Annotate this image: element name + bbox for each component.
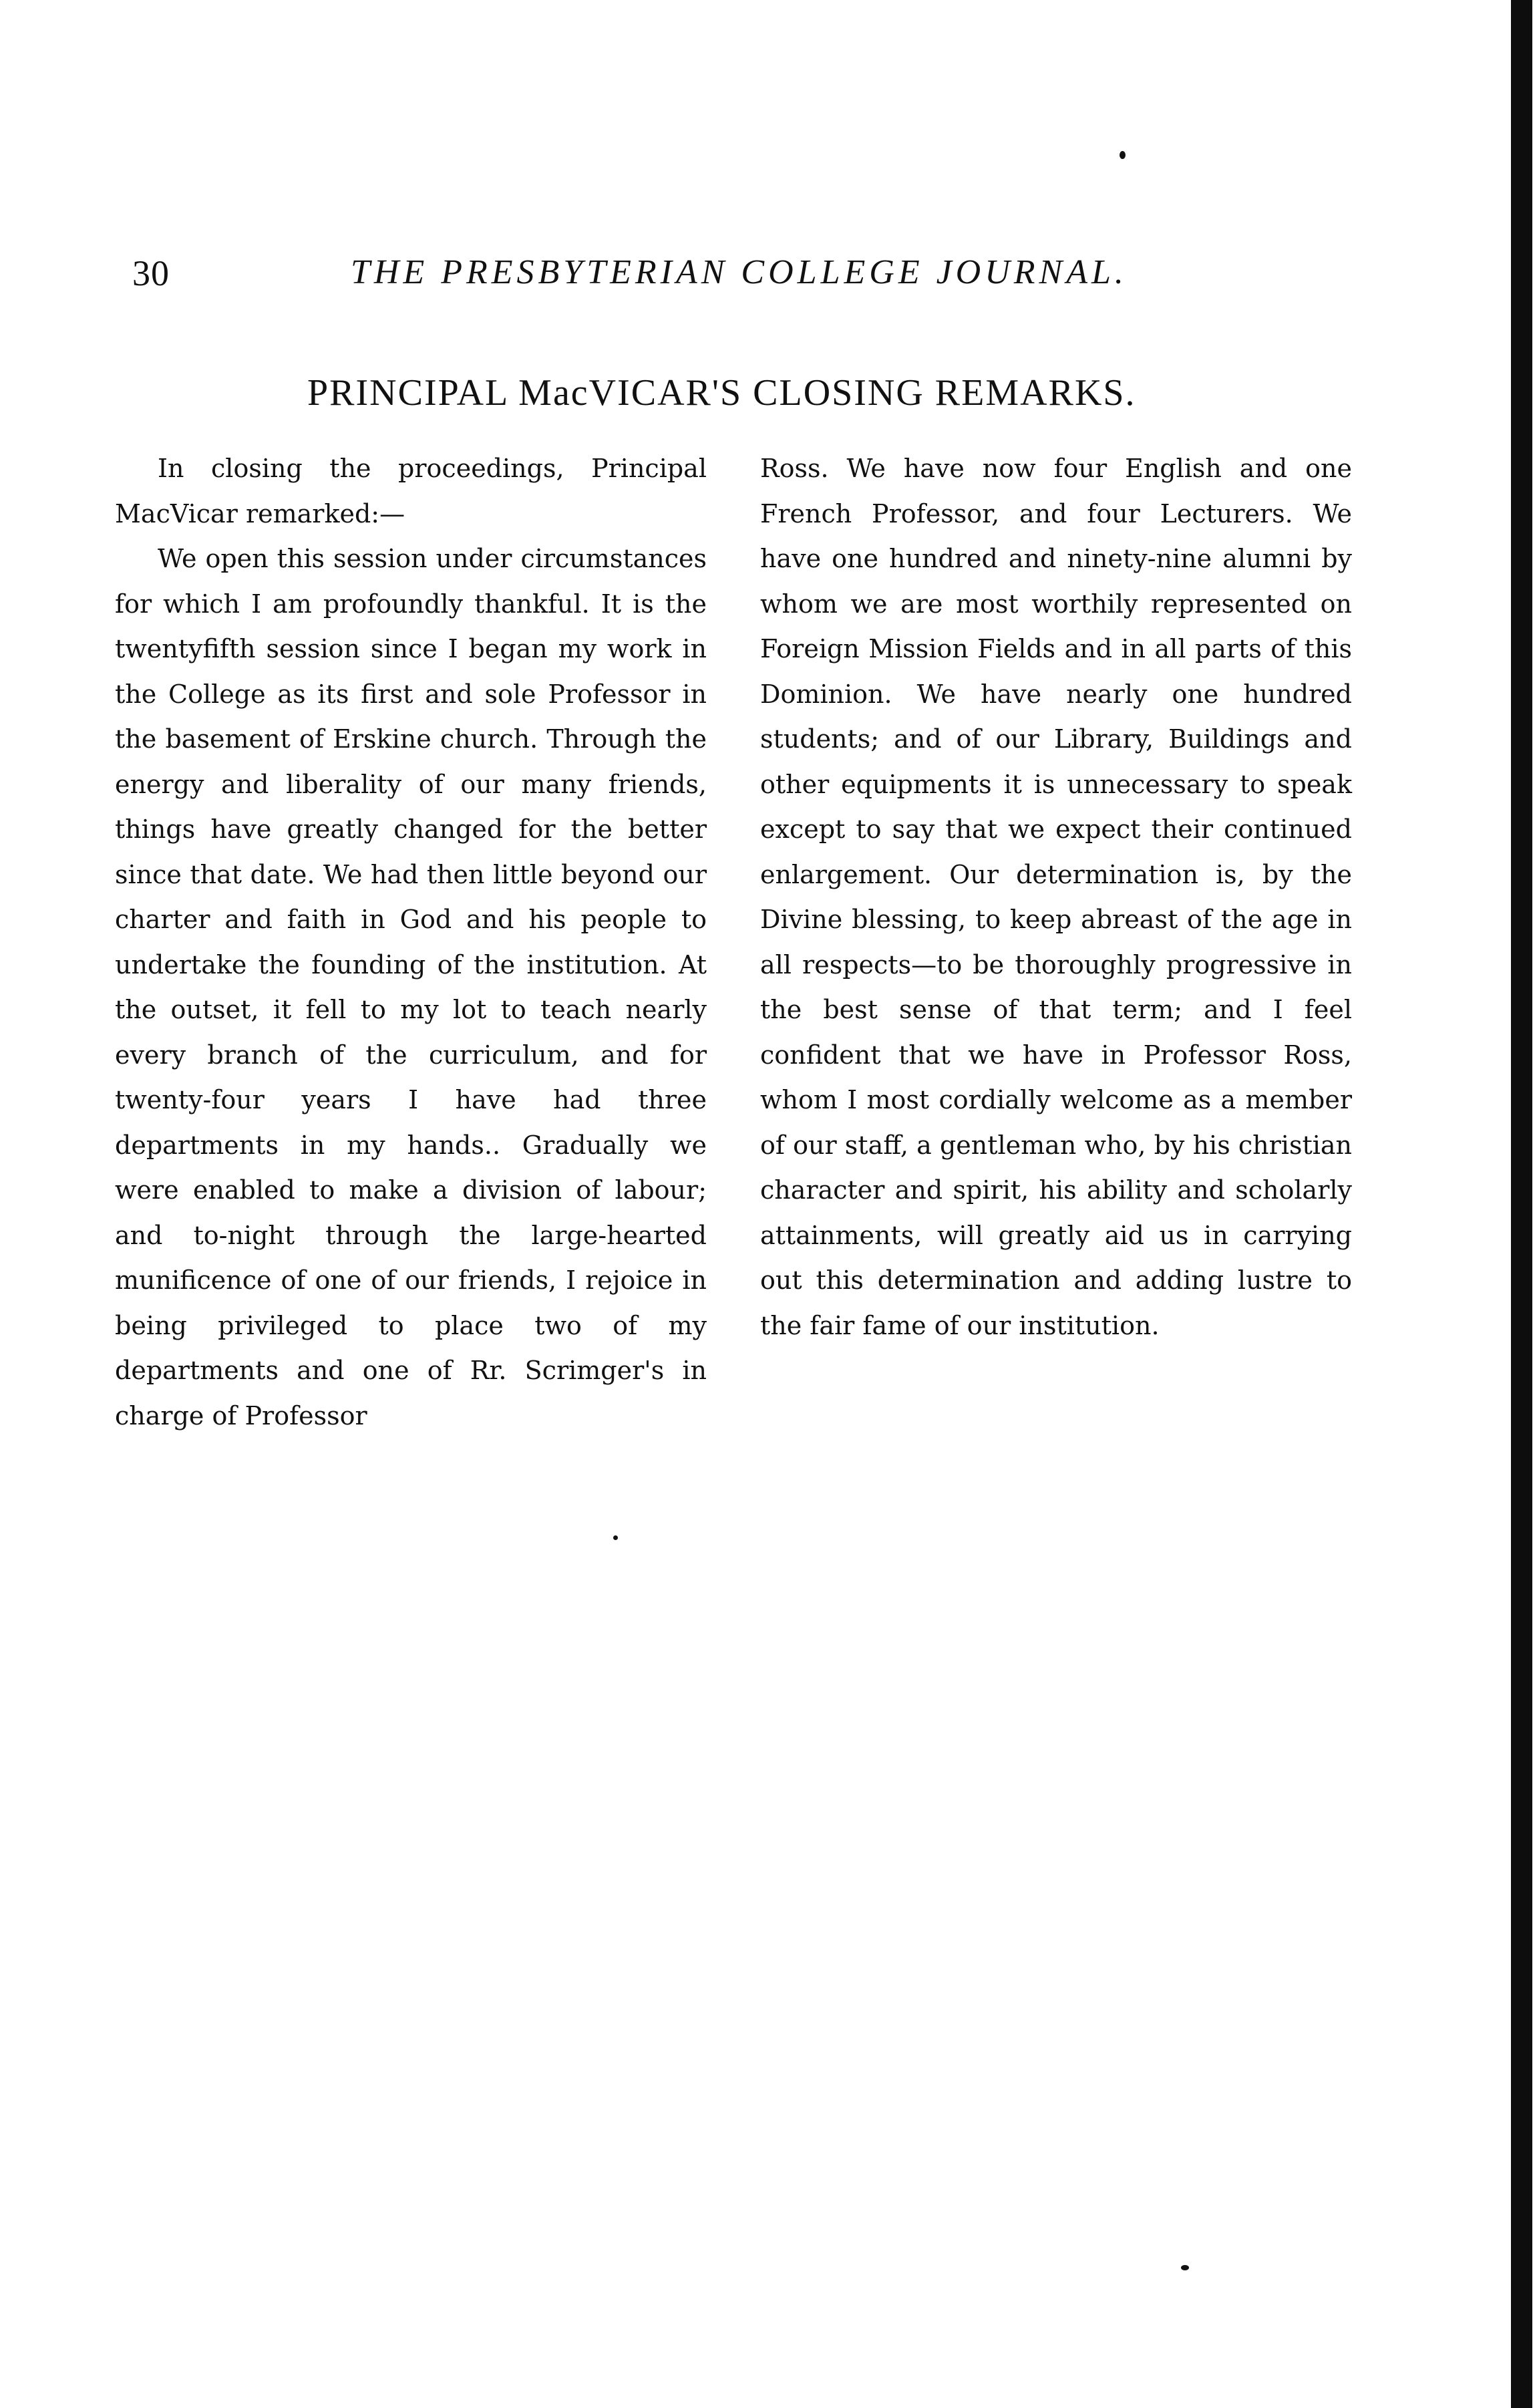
running-head: THE PRESBYTERIAN COLLEGE JOURNAL. xyxy=(351,253,1128,291)
scan-edge-bar xyxy=(1511,0,1532,2408)
scan-speck xyxy=(1181,2265,1189,2270)
page-number: 30 xyxy=(132,253,170,293)
scan-speck xyxy=(613,1535,618,1540)
paragraph-body: We open this session under circumstances for which I am profoundly thankful. It is the twentyfifth session since I began my work in the College as its first and sole Professor in the basement of Erskine church. Through the energy and liberality of our many friends, things have greatly changed for the better since that date. We had then little beyond our charter and faith in God and his people to undertake the founding of the institution. At the outset, it fell to my lot to teach nearly every branch of the curriculum, and for twenty-four years I have had three departments in my hands.. Gradually we were enabled to make a division of labour; and to-night through the large-hearted munificence of one of our friends, I rejoice in being privileged to place two of my departments and one of Rr. Scrimger's in charge of Professor xyxy=(115,544,707,1431)
paragraph-continued: Ross. We have now four English and one French Professor, and four Lecturers. We have one hundred and ninety-nine alumni by whom we are most worthily represented on Foreign Mission Fields and in all parts of this Dominion. We have nearly one hundred students; and of our Library, Buildings and other equipments it is unnecessary to speak except to say that we expect their continued enlargement. Our determination is, by the Divine blessing, to keep abreast of the age in all respects—to be thoroughly progressive in the best sense of that term; and I feel confident that we have in Professor Ross, whom I most cordially welcome as a member of our staff, a gentleman who, by his christian character and spirit, his ability and scholarly attainments, will greatly aid us in carrying out this determination and adding lustre to the fair fame of our institution. xyxy=(760,454,1352,1340)
right-column xyxy=(760,446,1352,1348)
article-title: PRINCIPAL MacVICAR'S CLOSING REMARKS. xyxy=(307,372,1136,414)
left-column xyxy=(115,446,707,1439)
paragraph-intro: In closing the proceedings, Principal MacVicar remarked:— xyxy=(115,454,707,529)
scan-speck xyxy=(1120,151,1126,159)
